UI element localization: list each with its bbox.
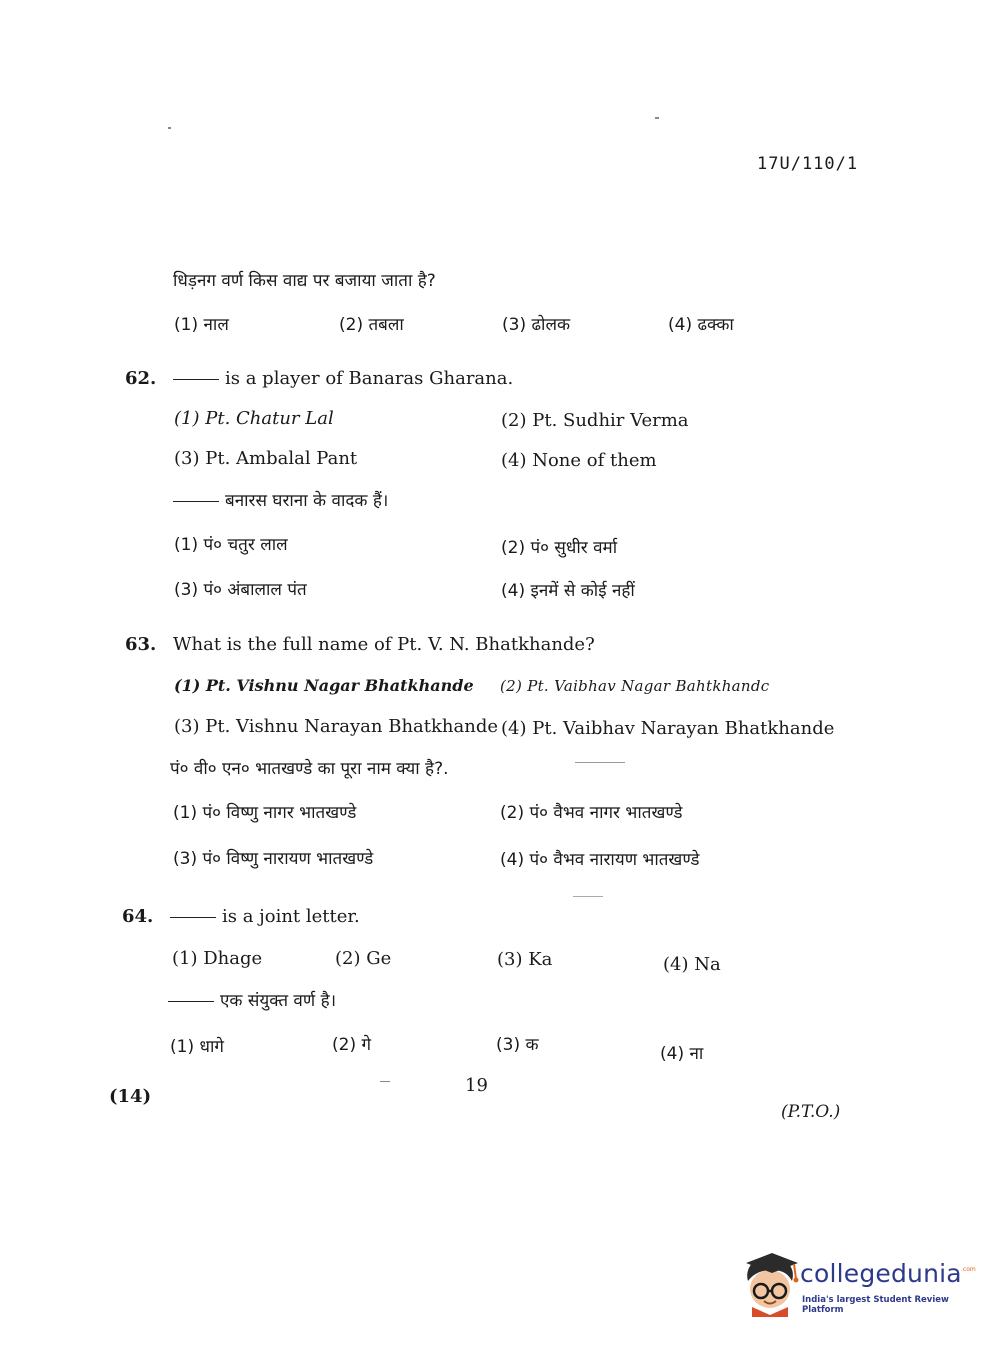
blank-dash xyxy=(173,501,219,502)
pto-label: (P.T.O.) xyxy=(781,1102,841,1122)
logo-wordmark: collegedunia xyxy=(800,1259,962,1288)
q62-option-1-text: (1) Pt. Chatur Lal xyxy=(174,408,334,429)
blank-dash xyxy=(168,1001,214,1002)
q61-question-hindi: धिड़नग वर्ण किस वाद्य पर बजाया जाता है? xyxy=(173,271,436,291)
scan-speck xyxy=(168,127,171,129)
q62-option-2: (2) Pt. Sudhir Verma xyxy=(501,410,689,431)
q63-option-2: (2) Pt. Vaibhav Nagar Bahtkhandc xyxy=(500,677,770,695)
q64-option-hindi-4: (4) ना xyxy=(660,1044,704,1064)
collegedunia-logo xyxy=(742,1251,976,1317)
q62-option-hindi-3: (3) पं० अंबालाल पंत xyxy=(174,580,307,600)
mascot-icon xyxy=(742,1251,800,1317)
blank-dash xyxy=(170,917,216,918)
paper-code: 17U/110/1 xyxy=(757,154,859,174)
q64-option-4: (4) Na xyxy=(663,954,721,975)
q62-option-1 xyxy=(174,408,334,429)
booklet-number: (14) xyxy=(109,1086,152,1107)
q62-question xyxy=(173,368,513,389)
q61-option-3: (3) ढोलक xyxy=(502,315,571,335)
q64-option-hindi-3: (3) क xyxy=(496,1035,539,1055)
q64-option-1: (1) Dhage xyxy=(172,948,263,969)
q64-question xyxy=(170,906,360,927)
q64-option-hindi-2: (2) गे xyxy=(332,1035,372,1055)
q61-option-2: (2) तबला xyxy=(339,315,404,335)
q62-option-hindi-1: (1) पं० चतुर लाल xyxy=(174,535,288,555)
q62-option-3: (3) Pt. Ambalal Pant xyxy=(174,448,358,469)
q63-option-4: (4) Pt. Vaibhav Narayan Bhatkhande xyxy=(501,718,835,739)
q63-option-hindi-1: (1) पं० विष्णु नागर भातखण्डे xyxy=(173,803,357,823)
scan-speck xyxy=(573,896,603,897)
q62-question-hindi xyxy=(173,488,388,511)
q63-option-hindi-3: (3) पं० विष्णु नारायण भातखण्डे xyxy=(173,849,374,869)
q63-option-hindi-2: (2) पं० वैभव नागर भातखण्डे xyxy=(500,803,683,823)
scan-speck xyxy=(380,1081,390,1082)
logo-dotcom: .com xyxy=(961,1266,976,1273)
q64-question-hindi xyxy=(168,988,336,1011)
q63-option-3: (3) Pt. Vishnu Narayan Bhatkhande xyxy=(174,716,498,737)
q64-option-3: (3) Ka xyxy=(497,949,553,970)
q64-option-2: (2) Ge xyxy=(335,948,392,969)
scan-speck xyxy=(575,762,625,763)
q63-number: 63. xyxy=(125,634,157,655)
q63-question-hindi: पं० वी० एन० भातखण्डे का पूरा नाम क्या है?. xyxy=(170,759,449,779)
q64-question-text: is a joint letter. xyxy=(222,906,360,927)
q62-option-hindi-4: (4) इनमें से कोई नहीं xyxy=(501,581,635,601)
q63-option-1: (1) Pt. Vishnu Nagar Bhatkhande xyxy=(174,676,474,695)
q62-option-4: (4) None of them xyxy=(501,450,657,471)
q61-option-4: (4) ढक्का xyxy=(668,315,734,335)
q62-number: 62. xyxy=(125,368,157,389)
q63-question: What is the full name of Pt. V. N. Bhatkhande? xyxy=(173,634,595,655)
q62-option-hindi-2: (2) पं० सुधीर वर्मा xyxy=(501,538,618,558)
q64-number: 64. xyxy=(122,906,154,927)
q62-question-text: is a player of Banaras Gharana. xyxy=(225,368,514,389)
logo-tagline: India's largest Student Review Platform xyxy=(802,1295,949,1315)
page-number: 19 xyxy=(465,1075,488,1096)
blank-dash xyxy=(173,379,219,380)
q64-question-hindi-text: एक संयुक्त वर्ण है। xyxy=(220,991,337,1011)
q64-option-hindi-1: (1) धागे xyxy=(170,1037,224,1057)
q63-option-hindi-4: (4) पं० वैभव नारायण भातखण्डे xyxy=(500,850,700,870)
scan-speck xyxy=(655,117,659,119)
q61-option-1: (1) नाल xyxy=(174,315,229,335)
q62-question-hindi-text: बनारस घराना के वादक हैं। xyxy=(225,491,389,511)
